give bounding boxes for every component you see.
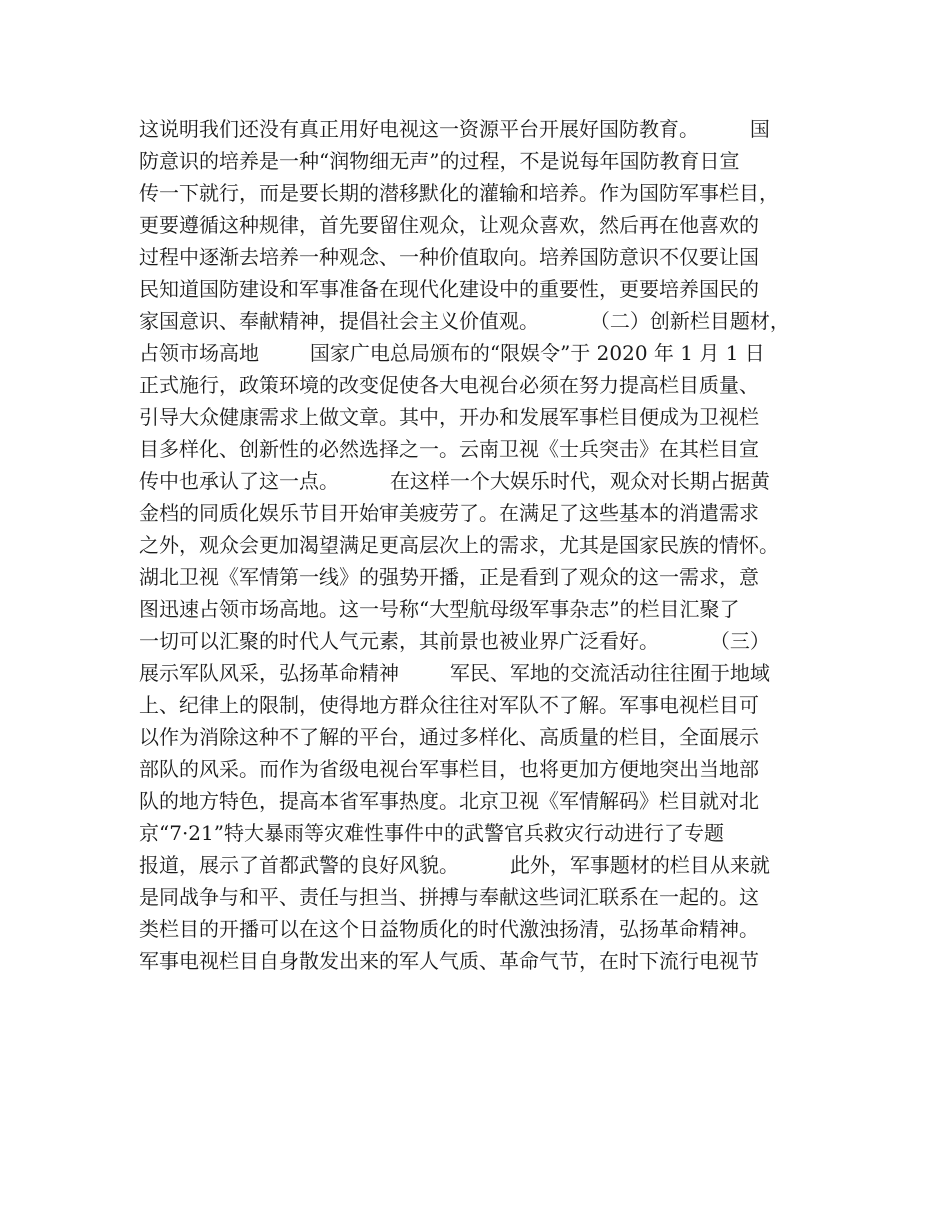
text-line: 以作为消除这种不了解的平台，通过多样化、高质量的栏目，全面展示 xyxy=(139,725,759,749)
text-line: 引导大众健康需求上做文章。其中，开办和发展军事栏目便成为卫视栏 xyxy=(139,405,759,429)
text-line: 是同战争与和平、责任与担当、拼搏与奉献这些词汇联系在一起的。这 xyxy=(139,885,759,909)
text-line: 占领市场高地 国家广电总局颁布的“限娱令”于 2020 年 1 月 1 日 xyxy=(139,341,765,365)
text-line: 这说明我们还没有真正用好电视这一资源平台开展好国防教育。 国 xyxy=(139,117,770,141)
text-line: 一切可以汇聚的时代人气元素，其前景也被业界广泛看好。 （三） xyxy=(139,629,770,653)
text-line: 正式施行，政策环境的改变促使各大电视台必须在努力提高栏目质量、 xyxy=(139,373,759,397)
text-line: 报道，展示了首都武警的良好风貌。 此外，军事题材的栏目从来就 xyxy=(139,853,770,877)
text-line: 京“7·21”特大暴雨等灾难性事件中的武警官兵救灾行动进行了专题 xyxy=(139,821,724,845)
text-line: 过程中逐渐去培养一种观念、一种价值取向。培养国防意识不仅要让国 xyxy=(139,245,759,269)
text-line: 湖北卫视《军情第一线》的强势开播，正是看到了观众的这一需求，意 xyxy=(139,565,759,589)
text-line: 上、纪律上的限制，使得地方群众往往对军队不了解。军事电视栏目可 xyxy=(139,693,759,717)
text-line: 传一下就行，而是要长期的潜移默化的灌输和培养。作为国防军事栏目， xyxy=(139,181,779,205)
text-line: 类栏目的开播可以在这个日益物质化的时代激浊扬清，弘扬革命精神。 xyxy=(139,917,759,941)
text-line: 军事电视栏目自身散发出来的军人气质、革命气节，在时下流行电视节 xyxy=(139,949,759,973)
body-text xyxy=(139,113,829,977)
text-line: 图迅速占领市场高地。这一号称“大型航母级军事杂志”的栏目汇聚了 xyxy=(139,597,740,621)
text-line: 民知道国防建设和军事准备在现代化建设中的重要性，更要培养国民的 xyxy=(139,277,759,301)
text-line: 部队的风采。而作为省级电视台军事栏目，也将更加方便地突出当地部 xyxy=(139,757,759,781)
text-line: 传中也承认了这一点。 在这样一个大娱乐时代，观众对长期占据黄 xyxy=(139,469,770,493)
text-line: 队的地方特色，提高本省军事热度。北京卫视《军情解码》栏目就对北 xyxy=(139,789,759,813)
text-line: 家国意识、奉献精神，提倡社会主义价值观。 （二）创新栏目题材， xyxy=(139,309,790,333)
text-line: 之外，观众会更加渴望满足更高层次上的需求，尤其是国家民族的情怀。 xyxy=(139,533,779,557)
text-line: 防意识的培养是一种“润物细无声”的过程，不是说每年国防教育日宣 xyxy=(139,149,740,173)
text-line: 更要遵循这种规律，首先要留住观众，让观众喜欢，然后再在他喜欢的 xyxy=(139,213,759,237)
text-line: 目多样化、创新性的必然选择之一。云南卫视《士兵突击》在其栏目宣 xyxy=(139,437,759,461)
text-line: 金档的同质化娱乐节目开始审美疲劳了。在满足了这些基本的消遣需求 xyxy=(139,501,759,525)
text-line: 展示军队风采，弘扬革命精神 军民、军地的交流活动往往囿于地域 xyxy=(139,661,770,685)
